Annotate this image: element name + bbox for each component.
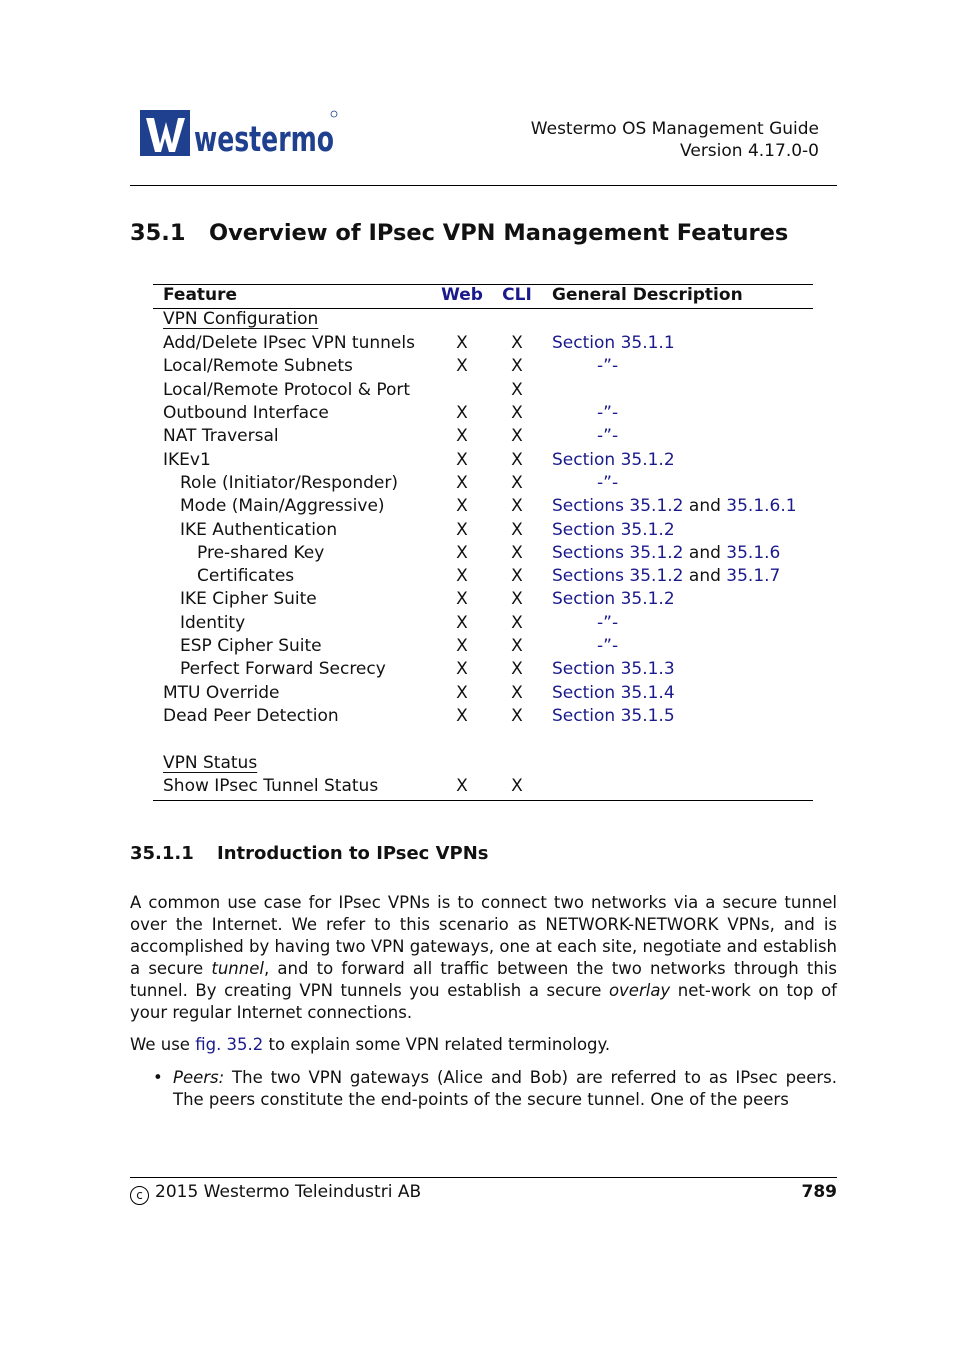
cli-support-cell: X	[511, 473, 523, 493]
para2-text-2: to explain some VPN related terminology.	[263, 1035, 611, 1054]
description-cell	[552, 333, 675, 353]
feature-cell: IKEv1	[163, 450, 211, 470]
para2-text-1: We use	[130, 1035, 196, 1054]
table-row	[153, 426, 813, 449]
description-cell	[552, 356, 618, 376]
cli-support-cell: X	[511, 706, 523, 726]
table-row	[153, 333, 813, 356]
table-row	[153, 403, 813, 426]
web-support-cell: X	[456, 566, 468, 586]
section-link[interactable]: Sections 35.1.2	[552, 543, 684, 563]
description-cell	[552, 496, 797, 516]
web-support-cell: X	[456, 450, 468, 470]
web-support-cell: X	[456, 473, 468, 493]
cli-support-cell: X	[511, 636, 523, 656]
table-row	[153, 496, 813, 519]
para1-emphasis-tunnel: tunnel	[211, 959, 264, 978]
feature-cell: NAT Traversal	[163, 426, 279, 446]
subsection-heading	[130, 843, 489, 864]
table-row	[153, 683, 813, 706]
header-divider	[130, 185, 837, 186]
copyright-icon: c	[130, 1186, 149, 1205]
cli-support-cell: X	[511, 426, 523, 446]
cli-support-cell: X	[511, 520, 523, 540]
para1-emphasis-overlay: overlay	[608, 981, 671, 1000]
version-label: Version 4.17.0-0	[680, 141, 819, 161]
description-cell	[552, 543, 780, 563]
web-support-cell: X	[456, 776, 468, 796]
page-number: 789	[801, 1182, 837, 1202]
table-row	[153, 659, 813, 682]
svg-text:westermo: westermo	[194, 120, 334, 160]
table-row	[153, 520, 813, 543]
cli-support-cell: X	[511, 333, 523, 353]
description-cell	[552, 566, 780, 586]
feature-cell: Local/Remote Protocol & Port	[163, 380, 411, 400]
section-link[interactable]: Section 35.1.2	[552, 520, 675, 540]
table-header-row	[153, 285, 813, 308]
web-support-cell: X	[456, 589, 468, 609]
feature-cell: Outbound Interface	[163, 403, 329, 423]
section-link[interactable]: Section 35.1.3	[552, 659, 675, 679]
table-group-label: VPN Status	[163, 753, 258, 773]
table-row	[153, 589, 813, 612]
table-bottom-rule	[153, 800, 813, 801]
cli-support-cell: X	[511, 566, 523, 586]
section-number: 35.1	[130, 220, 186, 246]
web-support-cell: X	[456, 683, 468, 703]
feature-cell: MTU Override	[163, 683, 280, 703]
section-link[interactable]: 35.1.6.1	[726, 496, 797, 516]
feature-cell: Dead Peer Detection	[163, 706, 339, 726]
section-link[interactable]: -”-	[597, 356, 619, 376]
section-link[interactable]: 35.1.6	[726, 543, 781, 563]
feature-cell: Perfect Forward Secrecy	[180, 659, 386, 679]
para1-text-2: , and to forward all traffic between the two networks through this tunnel. By creating VPN tunnels you establish a secure	[130, 959, 837, 1000]
description-text: and	[683, 543, 727, 563]
web-support-cell: X	[456, 356, 468, 376]
cli-support-cell: X	[511, 450, 523, 470]
feature-cell: Certificates	[197, 566, 295, 586]
cli-support-cell: X	[511, 380, 523, 400]
feature-cell: Pre-shared Key	[197, 543, 325, 563]
bullet-item-peers	[155, 1067, 837, 1111]
table-row	[153, 309, 813, 332]
subsection-title: Introduction to IPsec VPNs	[217, 843, 489, 864]
feature-cell: Mode (Main/Aggressive)	[180, 496, 385, 516]
section-link[interactable]: Section 35.1.4	[552, 683, 675, 703]
web-support-cell: X	[456, 543, 468, 563]
feature-cell: Show IPsec Tunnel Status	[163, 776, 379, 796]
description-text: and	[683, 566, 727, 586]
westermo-logo	[138, 108, 338, 160]
web-support-cell: X	[456, 636, 468, 656]
cli-support-cell: X	[511, 543, 523, 563]
table-group-label: VPN Configuration	[163, 309, 319, 329]
cli-support-cell: X	[511, 683, 523, 703]
table-row	[153, 566, 813, 589]
para1-text-1: A common use case for IPsec VPNs is to connect two networks via a secure tunnel over the Internet. We refer to this scenario as NETWORK-NETWORK VPNs, and is accomplished by having two VPN gateways, one at each site, negotiate and establish a secure	[130, 893, 837, 978]
cli-support-cell: X	[511, 776, 523, 796]
cli-support-cell: X	[511, 356, 523, 376]
copyright-text: 2015 Westermo Teleindustri AB	[155, 1182, 422, 1202]
description-cell	[552, 403, 618, 423]
description-cell	[552, 659, 675, 679]
web-support-cell: X	[456, 403, 468, 423]
col-header-description: General Description	[552, 285, 743, 305]
cli-support-cell: X	[511, 589, 523, 609]
para1-text-3: net-work on top of your regular Internet connections.	[130, 981, 837, 1022]
table-row	[153, 776, 813, 799]
table-row	[153, 706, 813, 729]
feature-cell: IKE Cipher Suite	[180, 589, 317, 609]
bullet-term: Peers:	[173, 1068, 225, 1087]
feature-cell: Role (Initiator/Responder)	[180, 473, 398, 493]
section-link[interactable]: -”-	[597, 613, 619, 633]
web-support-cell: X	[456, 426, 468, 446]
description-cell	[552, 636, 618, 656]
section-link[interactable]: -”-	[597, 636, 619, 656]
description-cell	[552, 589, 675, 609]
figure-link[interactable]: fig. 35.2	[195, 1035, 264, 1054]
feature-cell: Local/Remote Subnets	[163, 356, 353, 376]
description-cell	[552, 450, 675, 470]
feature-cell: ESP Cipher Suite	[180, 636, 322, 656]
web-support-cell: X	[456, 520, 468, 540]
table-row	[153, 753, 813, 776]
web-support-cell: X	[456, 659, 468, 679]
cli-support-cell: X	[511, 659, 523, 679]
cli-support-cell: X	[511, 613, 523, 633]
section-link[interactable]: Section 35.1.2	[552, 450, 675, 470]
description-cell	[552, 520, 675, 540]
bullet-text: The two VPN gateways (Alice and Bob) are referred to as IPsec peers. The peers constitute the end-points of the secure tunnel. One of the peers	[173, 1068, 837, 1109]
cli-support-cell: X	[511, 403, 523, 423]
table-row	[153, 613, 813, 636]
table-row	[153, 380, 813, 403]
table-row	[153, 473, 813, 496]
table-row	[153, 636, 813, 659]
section-heading	[130, 220, 788, 246]
section-link[interactable]: -”-	[597, 403, 619, 423]
table-row	[153, 543, 813, 566]
section-link[interactable]: -”-	[597, 426, 619, 446]
section-link[interactable]: Section 35.1.5	[552, 706, 675, 726]
cli-support-cell: X	[511, 496, 523, 516]
table-row	[153, 450, 813, 473]
section-link[interactable]: 35.1.7	[726, 566, 781, 586]
web-support-cell: X	[456, 613, 468, 633]
bullet-icon: •	[153, 1068, 163, 1087]
feature-cell: IKE Authentication	[180, 520, 338, 540]
web-support-cell: X	[456, 333, 468, 353]
intro-paragraph	[130, 892, 837, 1024]
description-text: and	[683, 496, 727, 516]
section-link[interactable]: Sections 35.1.2	[552, 496, 684, 516]
document-header	[531, 118, 819, 162]
guide-title: Westermo OS Management Guide	[530, 119, 819, 139]
section-link[interactable]: Section 35.1.1	[552, 333, 675, 353]
col-header-web[interactable]: Web	[441, 285, 483, 305]
web-support-cell: X	[456, 706, 468, 726]
description-cell	[552, 426, 618, 446]
footer-copyright	[130, 1182, 421, 1205]
web-support-cell: X	[456, 496, 468, 516]
feature-cell: Add/Delete IPsec VPN tunnels	[163, 333, 415, 353]
table-row	[153, 356, 813, 379]
footer-divider	[130, 1177, 837, 1178]
col-header-cli[interactable]: CLI	[502, 285, 532, 305]
subsection-number: 35.1.1	[130, 843, 194, 864]
terminology-paragraph	[130, 1034, 837, 1056]
description-cell	[552, 706, 675, 726]
section-link[interactable]: Section 35.1.2	[552, 589, 675, 609]
col-header-feature: Feature	[163, 285, 238, 305]
section-link[interactable]: Sections 35.1.2	[552, 566, 684, 586]
section-link[interactable]: -”-	[597, 473, 619, 493]
description-cell	[552, 473, 618, 493]
section-title: Overview of IPsec VPN Management Features	[209, 220, 789, 246]
feature-cell: Identity	[180, 613, 246, 633]
description-cell	[552, 613, 618, 633]
description-cell	[552, 683, 675, 703]
